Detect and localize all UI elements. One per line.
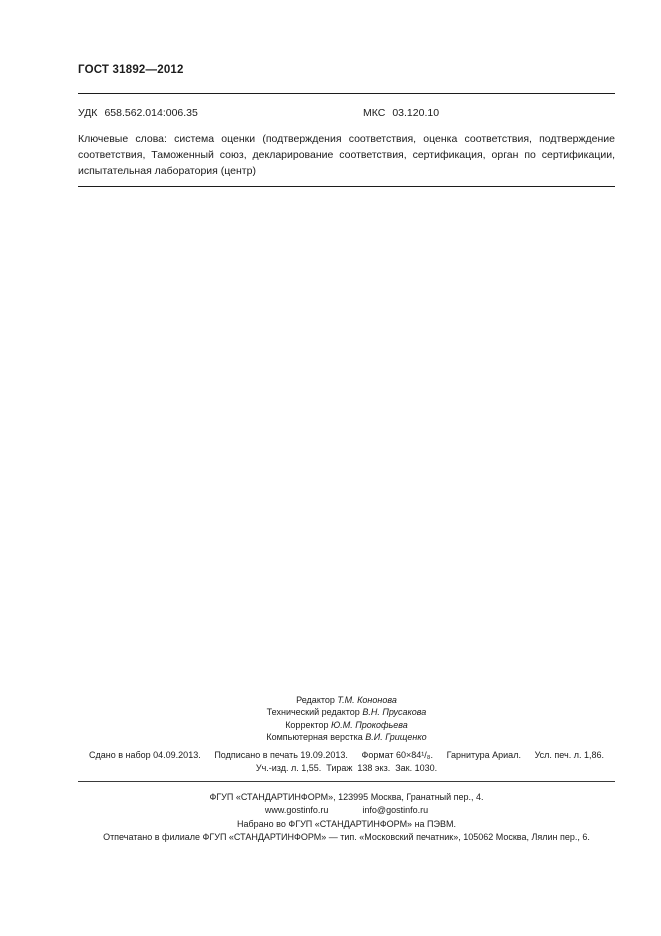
mks-label: МКС: [363, 107, 386, 119]
publisher-email: info@gostinfo.ru: [362, 805, 429, 816]
staff-role: Редактор: [296, 695, 335, 705]
staff-line: [78, 731, 615, 743]
keywords-paragraph: Ключевые слова: система оценки (подтверждения соответствия, оценка соответствия, подтверждение соответствия, Таможенный союз, декларирование соответствия, сертификация, орган по сертификации, испытательная лаборатория (центр): [78, 133, 615, 177]
imprint-block: [48, 791, 645, 845]
keywords-end-rule: [78, 186, 615, 187]
paper-format: Формат 60×84¹/₈.: [361, 750, 434, 760]
staff-role: Компьютерная верстка: [266, 732, 363, 743]
signed-to-print-date: Подписано в печать 19.09.2013.: [214, 750, 348, 760]
staff-line: [78, 719, 615, 731]
doc-code-header: ГОСТ 31892—2012: [78, 64, 184, 76]
staff-role: Корректор: [285, 719, 329, 730]
colophon-staff-block: [78, 694, 615, 744]
staff-name: В.Н. Прусакова: [362, 707, 427, 718]
udk-entry: [78, 107, 198, 119]
edition-info-line: Уч.-изд. л. 1,55. Тираж 138 экз. Зак. 1030.: [255, 763, 438, 773]
imprint-rule: [78, 781, 615, 782]
staff-name: В.И. Грищенко: [365, 732, 427, 743]
staff-line: [78, 706, 615, 718]
print-production-line: [78, 750, 615, 760]
typeset-date: Сдано в набор 04.09.2013.: [89, 750, 201, 760]
mks-value: 03.120.10: [392, 107, 440, 119]
publisher-website: www.gostinfo.ru: [264, 805, 329, 816]
publisher-address: ФГУП «СТАНДАРТИНФОРМ», 123995 Москва, Гранатный пер., 4.: [209, 792, 484, 802]
staff-name: Ю.М. Прокофьева: [331, 719, 408, 730]
typeset-note: Набрано во ФГУП «СТАНДАРТИНФОРМ» на ПЭВМ.: [237, 818, 456, 829]
header-rule: [78, 93, 615, 94]
staff-role: Технический редактор: [266, 707, 360, 718]
typeface: Гарнитура Ариал.: [446, 750, 521, 760]
mks-entry: [363, 107, 439, 119]
staff-name: Т.М. Кононова: [337, 695, 397, 705]
udk-value: 658.562.014:006.35: [104, 107, 198, 119]
udk-label: УДК: [78, 107, 98, 119]
staff-line: [78, 694, 615, 706]
publisher-contacts: [48, 804, 645, 817]
printer-address: Отпечатано в филиале ФГУП «СТАНДАРТИНФОРМ» — тип. «Московский печатник», 105062 Москва, Лялин пер., 6.: [103, 832, 590, 843]
printed-sheets: Усл. печ. л. 1,86.: [534, 750, 604, 760]
